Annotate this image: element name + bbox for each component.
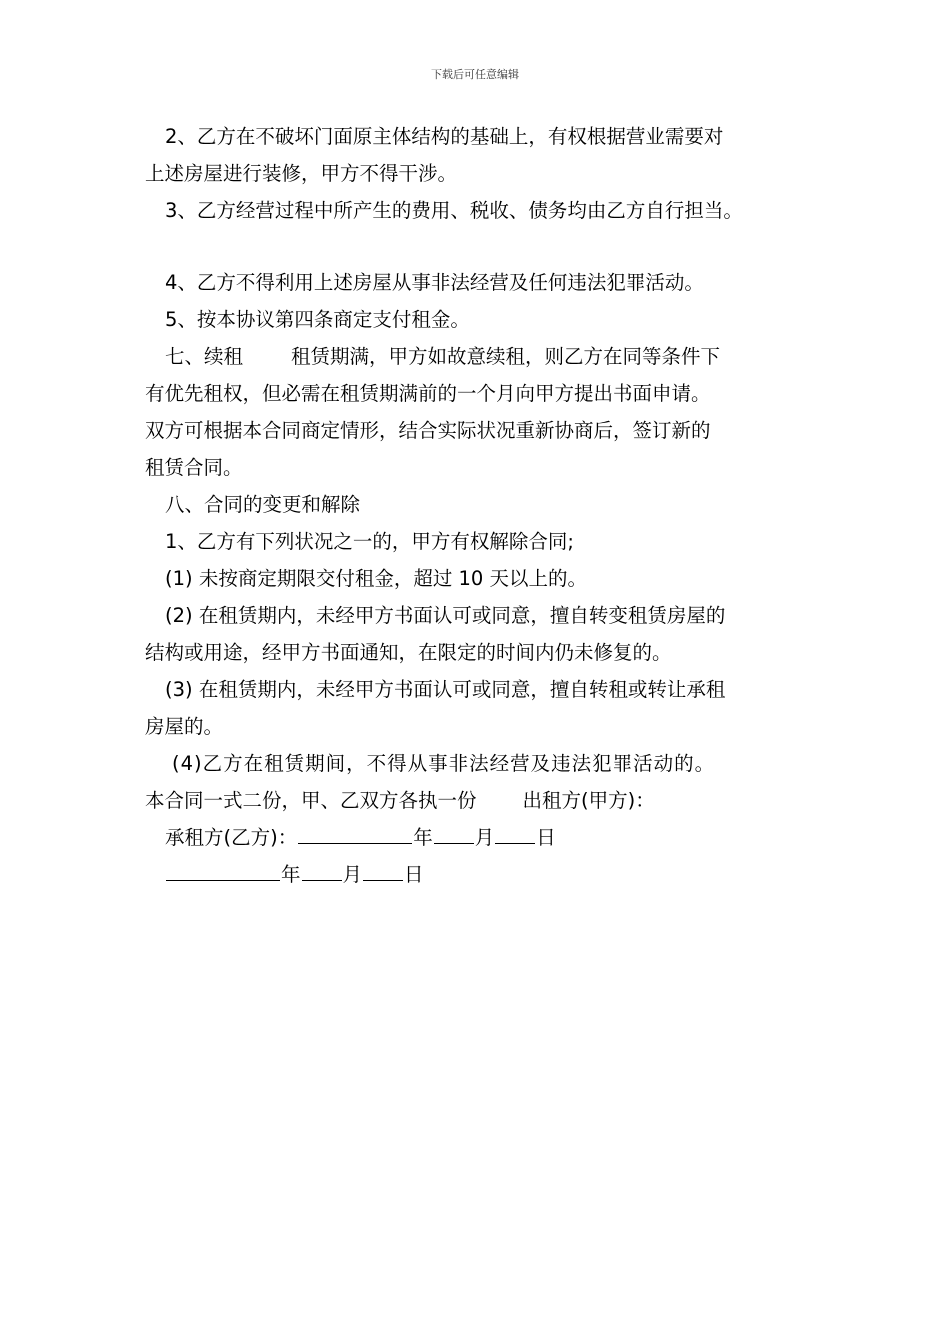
page-header: 下载后可任意编辑 — [431, 68, 519, 81]
clause-2-line-2: 上述房屋进行装修，甲方不得干涉。 — [145, 162, 458, 185]
copies-text: 本合同一式二份，甲、乙双方各执一份 — [145, 789, 477, 812]
section-8-heading: 八、合同的变更和解除 — [165, 493, 361, 516]
month-blank[interactable] — [302, 858, 342, 881]
year-label: 年 — [413, 826, 433, 849]
section-7-line-1 — [145, 338, 825, 375]
month-label: 月 — [474, 826, 495, 849]
month-label: 月 — [342, 863, 363, 886]
clause-8-1: 1、乙方有下列状况之一的，甲方有权解除合同; — [165, 530, 574, 553]
section-7-line-3: 双方可根据本合同商定情形，结合实际状况重新协商后，签订新的 — [145, 419, 711, 442]
document-body — [145, 118, 825, 893]
clause-8-1-item-2-line-1: (2) 在租赁期内，未经甲方书面认可或同意，擅自转变租赁房屋的 — [165, 604, 726, 627]
section-7-line-4: 租赁合同。 — [145, 456, 243, 479]
year-blank[interactable] — [166, 858, 280, 881]
clause-4: 4、乙方不得利用上述房屋从事非法经营及任何违法犯罪活动。 — [165, 271, 704, 294]
section-7-text: 租赁期满，甲方如故意续租，则乙方在同等条件下 — [291, 345, 721, 368]
day-label: 日 — [536, 826, 556, 849]
clause-8-1-item-4: (4)乙方在租赁期间，不得从事非法经营及违法犯罪活动的。 — [172, 752, 716, 775]
clause-3: 3、乙方经营过程中所产生的费用、税收、债务均由乙方自行担当。 — [165, 199, 743, 222]
clause-2-line-1: 2、乙方在不破坏门面原主体结构的基础上，有权根据营业需要对 — [165, 125, 724, 148]
section-7-heading: 七、续租 — [165, 345, 244, 368]
section-7-line-2: 有优先租权，但必需在租赁期满前的一个月向甲方提出书面申请。 — [145, 382, 711, 405]
clause-8-1-item-2-line-2: 结构或用途，经甲方书面通知，在限定的时间内仍未修复的。 — [145, 641, 672, 664]
day-label: 日 — [404, 863, 424, 886]
copies-line — [145, 782, 825, 819]
lessee-signature-line — [145, 819, 825, 856]
clause-8-1-item-1: (1) 未按商定期限交付租金，超过 10 天以上的。 — [165, 567, 588, 590]
day-blank[interactable] — [363, 858, 403, 881]
lessee-label: 承租方(乙方)： — [165, 826, 298, 849]
signature-blank[interactable] — [298, 821, 412, 844]
date-line — [145, 856, 825, 893]
paragraph-gap — [145, 229, 825, 264]
day-blank[interactable] — [495, 821, 535, 844]
clause-5: 5、按本协议第四条商定支付租金。 — [165, 308, 470, 331]
clause-8-1-item-3-line-1: (3) 在租赁期内，未经甲方书面认可或同意，擅自转租或转让承租 — [165, 678, 726, 701]
clause-8-1-item-3-line-2: 房屋的。 — [145, 715, 224, 738]
lessor-label: 出租方(甲方)： — [522, 789, 655, 812]
year-label: 年 — [281, 863, 301, 886]
month-blank[interactable] — [434, 821, 474, 844]
